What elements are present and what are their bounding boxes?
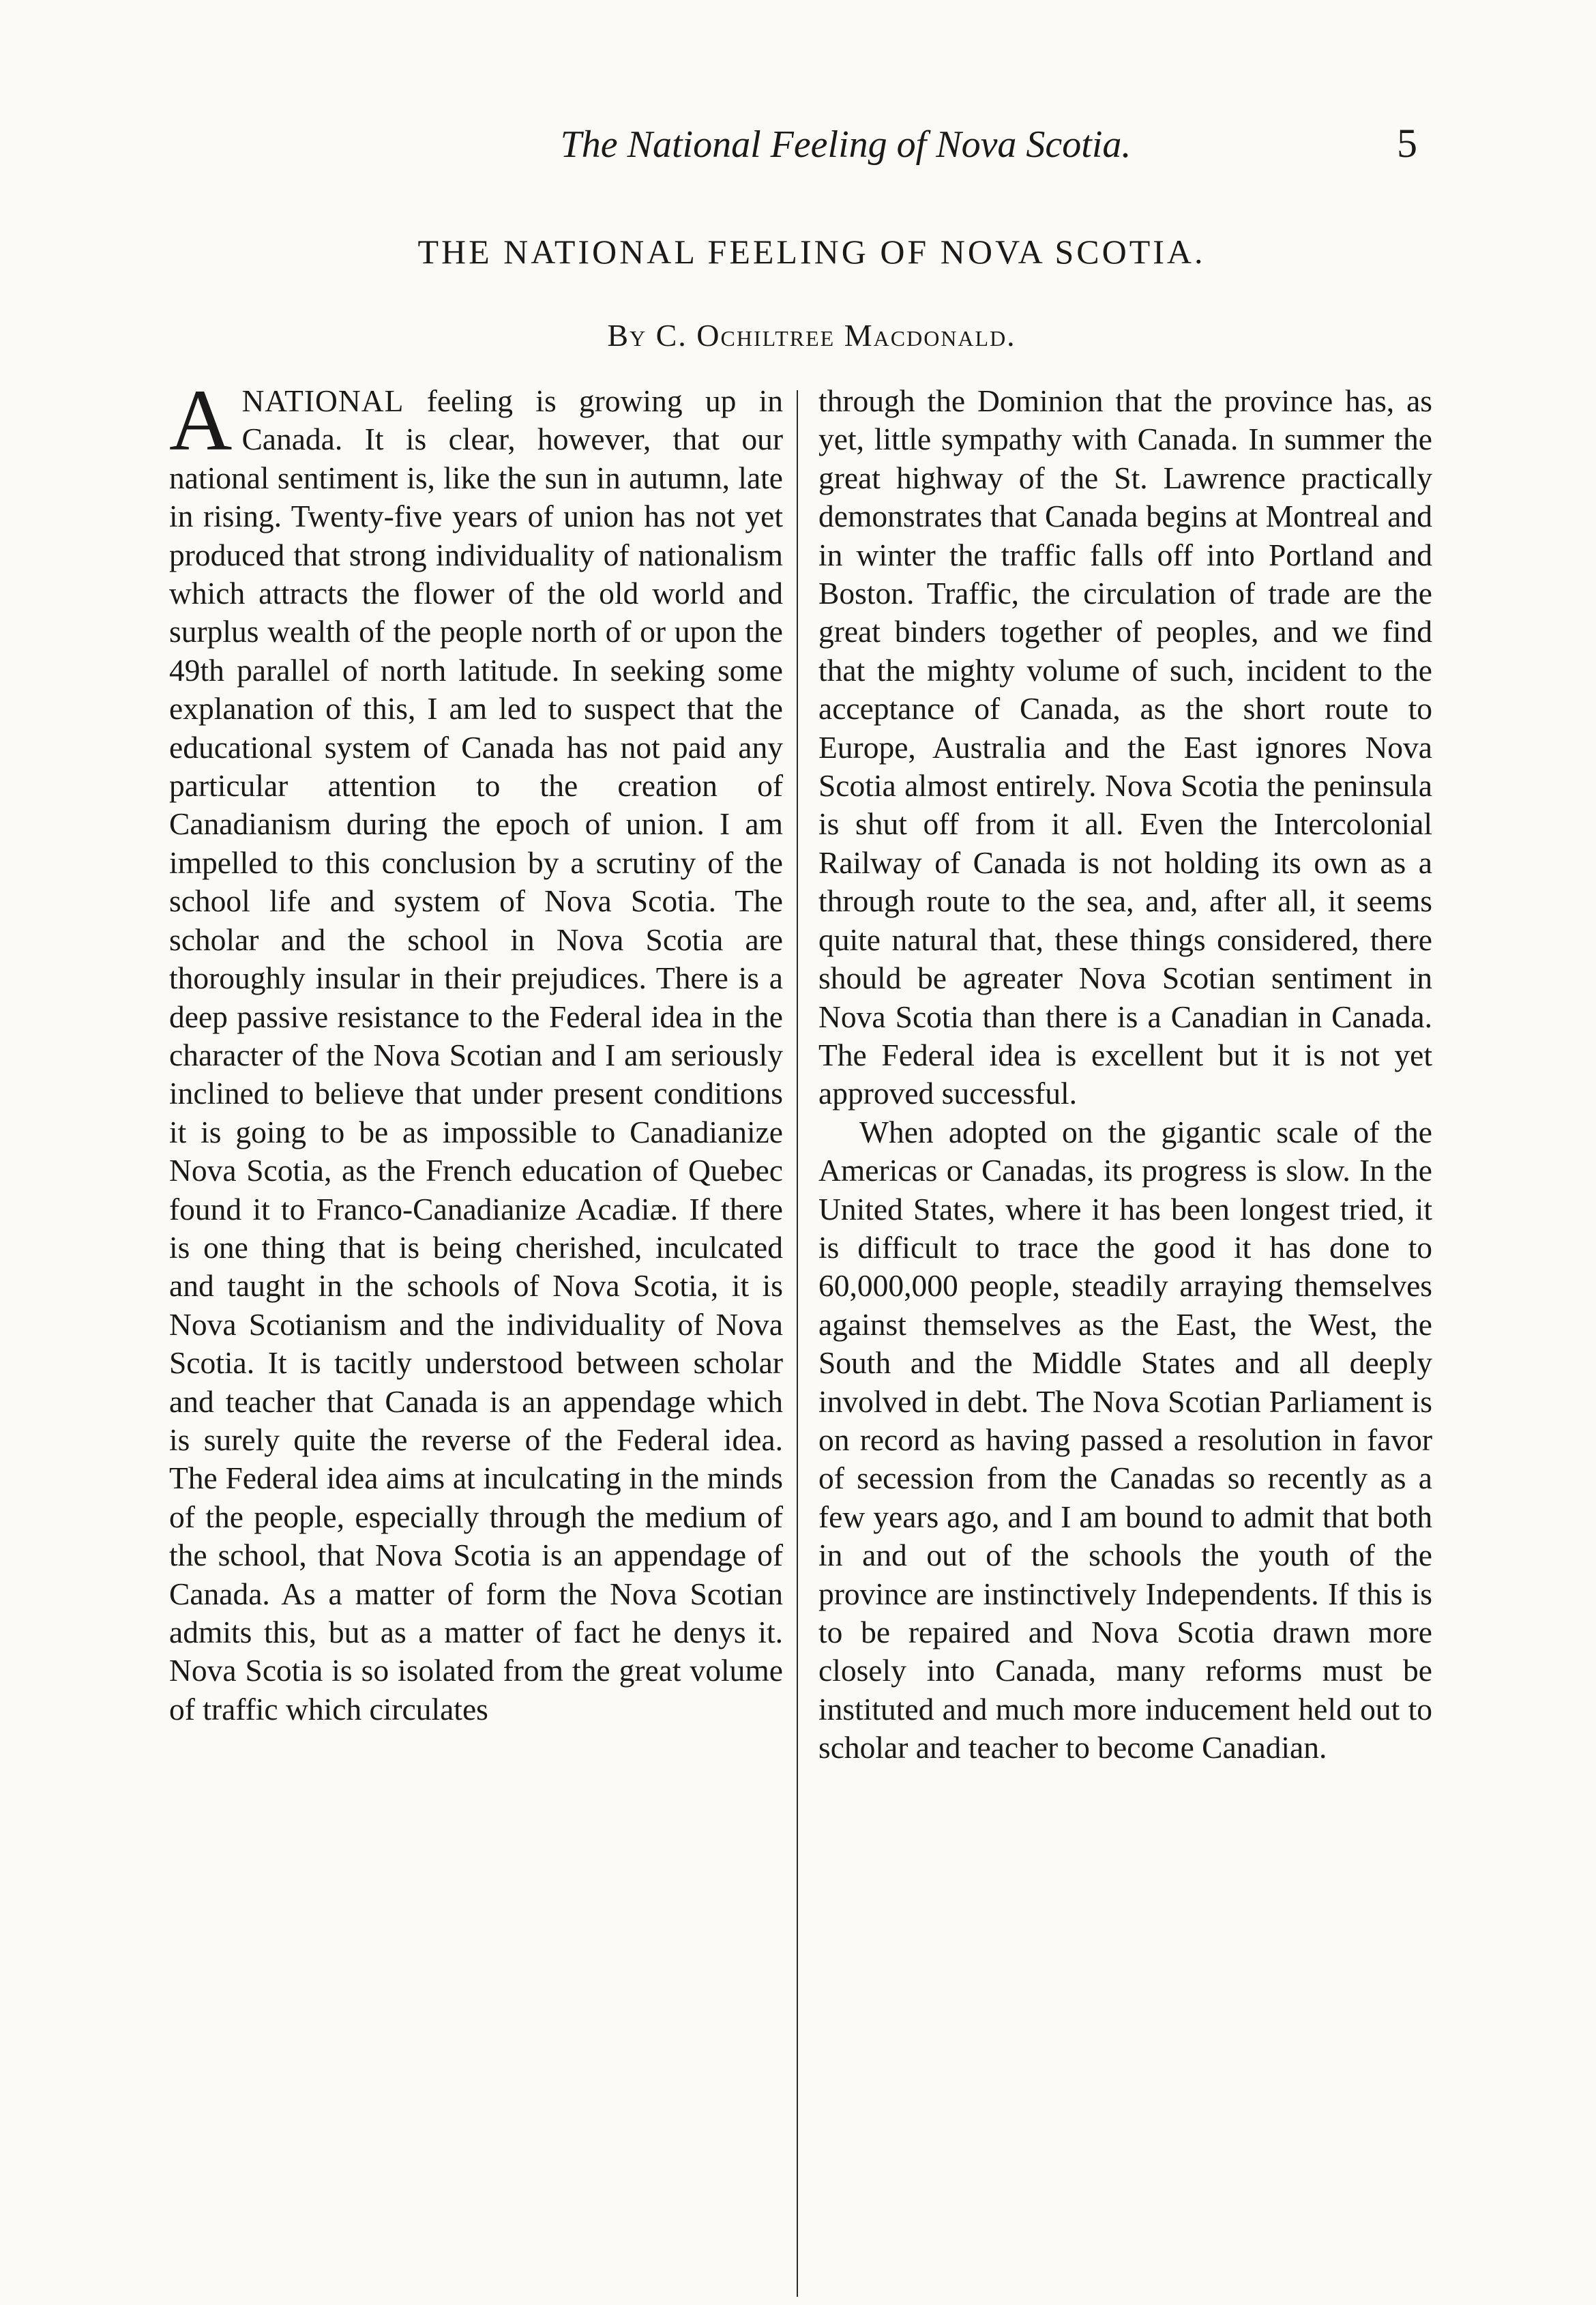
drop-cap: A	[169, 372, 233, 469]
paragraph-1	[169, 372, 783, 1729]
article-title: THE NATIONAL FEELING OF NOVA SCOTIA.	[417, 233, 1206, 271]
column-divider	[797, 390, 798, 2297]
article-byline: By C. Ochiltree Macdonald.	[607, 318, 1016, 353]
right-column	[818, 382, 1432, 1767]
first-word: NATIONAL	[241, 383, 404, 418]
paragraph-1-continued: through the Dominion that the province has, as yet, little sympathy with Canada. In summer the great highway of the St. Lawrence practically demonstrates that Canada begins at Montreal and in winter the traffic falls off into Portland and Boston. Traffic, the circulation of trade are the great binders together of peoples, and we find that the mighty volume of such, incident to the acceptance of Canada, as the short route to Europe, Australia and the East ignores Nova Scotia almost entirely. Nova Scotia the peninsula is shut off from it all. Even the Intercolonial Railway of Canada is not holding its own as a through route to the sea, and, after all, it seems quite natural that, these things considered, there should be agreater Nova Scotian sentiment in Nova Scotia than there is a Canadian in Canada. The Federal idea is excellent but it is not yet approved successful.	[818, 383, 1432, 1111]
page-number: 5	[1397, 121, 1417, 166]
running-title: The National Feeling of Nova Scotia.	[560, 123, 1132, 166]
left-column	[169, 372, 783, 1729]
paragraph-2: When adopted on the gigantic scale of the Americas or Canadas, its progress is slow. In the United States, where it has been longest tried, it is difficult to trace the good it has done to 60,000,000 people, steadily arraying themselves against themselves as the East, the West, the South and the Middle States and all deeply involved in debt. The Nova Scotian Parliament is on record as having passed a resolution in favor of secession from the Canadas so recently as a few years ago, and I am bound to admit that both in and out of the schools the youth of the province are instinctively Independents. If this is to be repaired and Nova Scotia drawn more closely into Canada, many reforms must be instituted and much more inducement held out to scholar and teacher to become Canadian.	[818, 1114, 1432, 1765]
paragraph-1-text: feeling is growing up in Canada. It is clear, however, that our national sentiment is, like the sun in autumn, late in rising. Twenty-five years of union has not yet produced that strong individuality of nationalism which attracts the flower of the old world and surplus wealth of the people north of or upon the 49th parallel of north latitude. In seeking some explanation of this, I am led to suspect that the educational system of Canada has not paid any particular attention to the creation of Canadianism during the epoch of union. I am impelled to this conclusion by a scrutiny of the school life and system of Nova Scotia. The scholar and the school in Nova Scotia are thoroughly insular in their prejudices. There is a deep passive resistance to the Federal idea in the character of the Nova Scotian and I am seriously inclined to believe that under present conditions it is going to be as impossible to Canadianize Nova Scotia, as the French education of Quebec found it to Franco-Canadianize Acadiæ. If there is one thing that is being cherished, inculcated and taught in the schools of Nova Scotia, it is Nova Scotianism and the individuality of Nova Scotia. It is tacitly understood between scholar and teacher that Canada is an appendage which is surely quite the reverse of the Federal idea. The Federal idea aims at inculcating in the minds of the people, especially through the medium of the school, that Nova Scotia is an appendage of Canada. As a matter of form the Nova Scotian admits this, but as a matter of fact he denys it. Nova Scotia is so isolated from the great volume of traffic which circulates	[169, 383, 783, 1727]
